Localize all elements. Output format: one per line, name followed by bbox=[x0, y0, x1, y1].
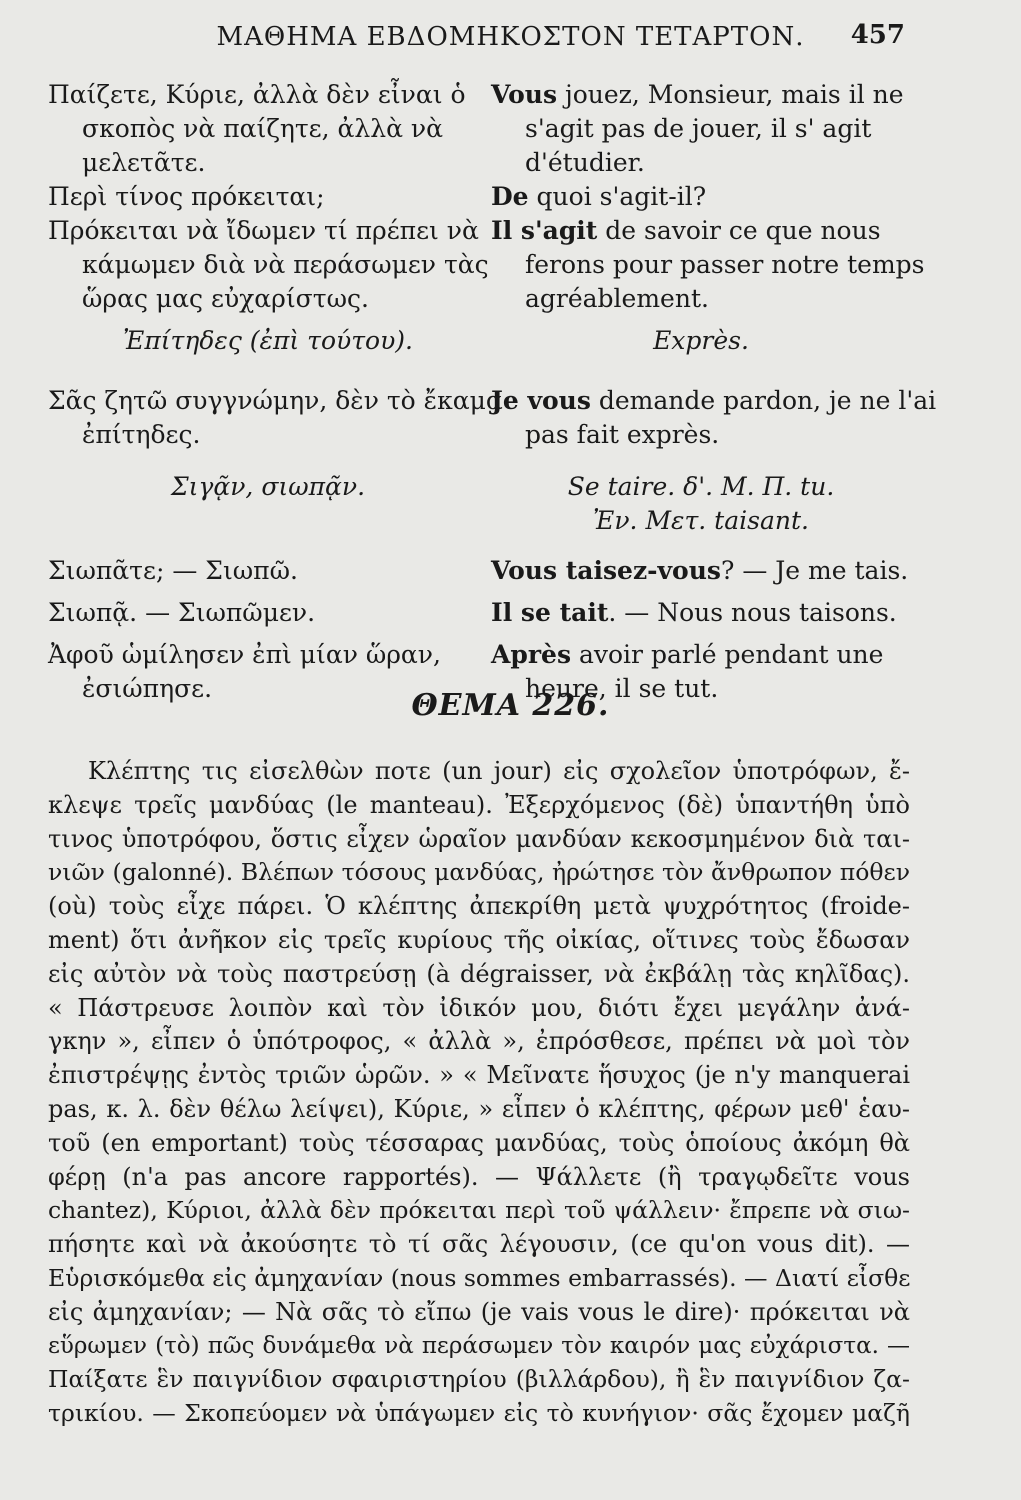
dialog-row bbox=[48, 214, 925, 316]
french-bold: Vous taisez-vous bbox=[491, 556, 721, 585]
text-line: κλεψε τρεῖς μανδύας (le manteau). Ἐξερχόμενος (δὲ) ὑπαντήθη ὑπὸ bbox=[48, 790, 910, 819]
french-sentence bbox=[491, 554, 945, 588]
french-bold: Il se tait bbox=[491, 598, 609, 627]
text-line: νιῶν (galonné). Βλέπων τόσους μανδύας, ἠρώτησε τὸν ἄνθρωπον πόθεν bbox=[48, 858, 910, 887]
french-rest: demande pardon, je ne l'ai pas fait exprès. bbox=[525, 386, 937, 449]
text-line: ment) ὅτι ἀνῆκον εἰς τρεῖς κυρίους τῆς οἰκίας, οἵτινες τοὺς ἔδωσαν bbox=[48, 925, 910, 954]
exercise-title: ΘΕΜΑ 226. bbox=[411, 688, 610, 723]
french-sentence bbox=[491, 214, 945, 316]
french-sentence bbox=[491, 384, 945, 452]
french-sentence bbox=[491, 596, 945, 630]
french-rest: quoi s'agit-il? bbox=[528, 182, 707, 211]
french-rest: de savoir ce que nous ferons pour passer notre temps agréablement. bbox=[525, 216, 925, 313]
greek-sentence: Πρόκειται νὰ ἴδωμεν τί πρέπει νὰ κάμωμεν διὰ νὰ περάσωμεν τὰς ὥρας μας εὐχαρίστως. bbox=[48, 216, 489, 313]
text-line: εἰς ἀμηχανίαν; — Νὰ σᾶς τὸ εἴπω (je vais vous le dire)· πρόκειται νὰ bbox=[48, 1297, 910, 1326]
text-line: εἰς αὐτὸν νὰ τοὺς παστρεύσῃ (à dégraisser, νὰ ἐκβάλῃ τὰς κηλῖδας). bbox=[48, 959, 910, 988]
text-line: Κλέπτης τις εἰσελθὼν ποτε (un jour) εἰς σχολεῖον ὑποτρόφων, ἔ- bbox=[88, 757, 910, 785]
text-line: τοῦ (en emportant) τοὺς τέσσαρας μανδύας, τοὺς ὁποίους ἀκόμη θὰ bbox=[48, 1128, 910, 1157]
greek-sentence: Ἀφοῦ ὡμίλησεν ἐπὶ μίαν ὥραν, ἐσιώπησε. bbox=[48, 640, 441, 703]
french-rest: ? — Je me tais. bbox=[720, 556, 909, 585]
dialog-row bbox=[48, 384, 937, 466]
text-line: (où) τοὺς εἶχε πάρει. Ὁ κλέπτης ἀπεκρίθη μετὰ ψυχρότητος (froide- bbox=[48, 892, 910, 921]
text-line: φέρῃ (n'a pas ancore rapportés). — Ψάλλετε (ἢ τραγῳδεῖτε vous bbox=[48, 1162, 910, 1191]
running-head bbox=[0, 20, 1021, 60]
french-bold: Vous bbox=[491, 80, 558, 109]
text-line: πήσητε καὶ νὰ ἀκούσητε τὸ τί σᾶς λέγουσιν, (ce qu'on vous dit). — bbox=[48, 1230, 910, 1259]
french-sentence bbox=[491, 78, 945, 180]
french-rest: . — Nous nous taisons. bbox=[608, 598, 897, 627]
french-bold: De bbox=[491, 182, 529, 211]
greek-sentence: Σιωπᾷ. — Σιωπῶμεν. bbox=[48, 598, 316, 627]
dialog-row bbox=[48, 596, 908, 630]
french-heading bbox=[491, 470, 911, 538]
text-line: pas, κ. λ. δὲν θέλω λείψει), Κύριε, » εἶπεν ὁ κλέπτης, φέρων μεθ' ἑαυ- bbox=[48, 1094, 910, 1123]
exercise-text bbox=[48, 755, 910, 1431]
text-line: γκην », εἶπεν ὁ ὑπότροφος, « ἀλλὰ », ἐπρόσθεσε, πρέπει νὰ μοὶ τὸν bbox=[48, 1027, 910, 1056]
french-bold: Je vous bbox=[491, 386, 591, 415]
dialog-row bbox=[48, 554, 908, 588]
text-line: τρικίου. — Σκοπεύομεν νὰ ὑπάγωμεν εἰς τὸ κυνήγιον· σᾶς ἔχομεν μαζῆ bbox=[48, 1399, 910, 1428]
text-line: « Πάστρευσε λοιπὸν καὶ τὸν ἰδικόν μου, διότι ἔχει μεγάλην ἀνά- bbox=[48, 993, 910, 1022]
running-title: ΜΑΘΗΜΑ ΕΒΔΟΜΗΚΟΣΤΟΝ ΤΕΤΑΡΤΟΝ. bbox=[216, 22, 805, 52]
dialog-heading bbox=[48, 470, 908, 546]
page-number: 457 bbox=[850, 20, 905, 50]
dialog-row bbox=[48, 78, 908, 180]
dialog-row bbox=[48, 180, 908, 214]
french-bold: Après bbox=[491, 640, 572, 669]
text-line: ἐπιστρέψῃς ἐντὸς τριῶν ὡρῶν. » « Μεῖνατε ἥσυχος (je n'y manquerai bbox=[48, 1061, 910, 1090]
french-heading-line: Se taire. δ'. Μ. Π. tu. bbox=[567, 472, 835, 501]
text-line: Εὑρισκόμεθα εἰς ἀμηχανίαν (nous sommes embarrassés). — Διατί εἶσθε bbox=[48, 1263, 911, 1292]
french-sentence bbox=[491, 180, 945, 214]
greek-heading: Σιγᾷν, σιωπᾷν. bbox=[170, 472, 366, 501]
greek-sentence: Περὶ τίνος πρόκειται; bbox=[48, 182, 325, 211]
dialog-heading bbox=[48, 324, 908, 376]
greek-sentence: Σιωπᾶτε; — Σιωπῶ. bbox=[48, 556, 298, 585]
greek-sentence: Σᾶς ζητῶ συγγνώμην, δὲν τὸ ἔκαμα ἐπίτηδες. bbox=[48, 386, 503, 449]
french-rest: avoir parlé pendant une heure, il se tut. bbox=[525, 640, 884, 703]
french-heading: Exprès. bbox=[653, 326, 749, 355]
text-line: chantez), Κύριοι, ἀλλὰ δὲν πρόκειται περὶ τοῦ ψάλλειν· ἔπρεπε νὰ σιω- bbox=[48, 1196, 910, 1225]
french-rest: jouez, Monsieur, mais il ne s'agit pas de jouer, il s' agit d'étudier. bbox=[525, 80, 904, 177]
text-line: τινος ὑποτρόφου, ὅστις εἶχεν ὡραῖον μανδύαν κεκοσμημένον διὰ ται- bbox=[48, 824, 910, 853]
french-bold: Il s'agit bbox=[491, 216, 598, 245]
text-line: εὕρωμεν (τὸ) πῶς δυνάμεθα νὰ περάσωμεν τὸν καιρόν μας εὐχάριστα. — bbox=[48, 1332, 910, 1359]
greek-heading: Ἐπίτηδες (ἐπὶ τούτου). bbox=[123, 326, 413, 355]
french-heading-line: Ἐν. Μετ. taisant. bbox=[593, 506, 809, 535]
text-line: Παίξατε ἓν παιγνίδιον σφαιριστηρίου (βιλλάρδου), ἢ ἓν παιγνίδιον ζα- bbox=[48, 1365, 910, 1394]
greek-sentence: Παίζετε, Κύριε, ἀλλὰ δὲν εἶναι ὁ σκοπὸς νὰ παίζητε, ἀλλὰ νὰ μελετᾶτε. bbox=[48, 80, 466, 177]
